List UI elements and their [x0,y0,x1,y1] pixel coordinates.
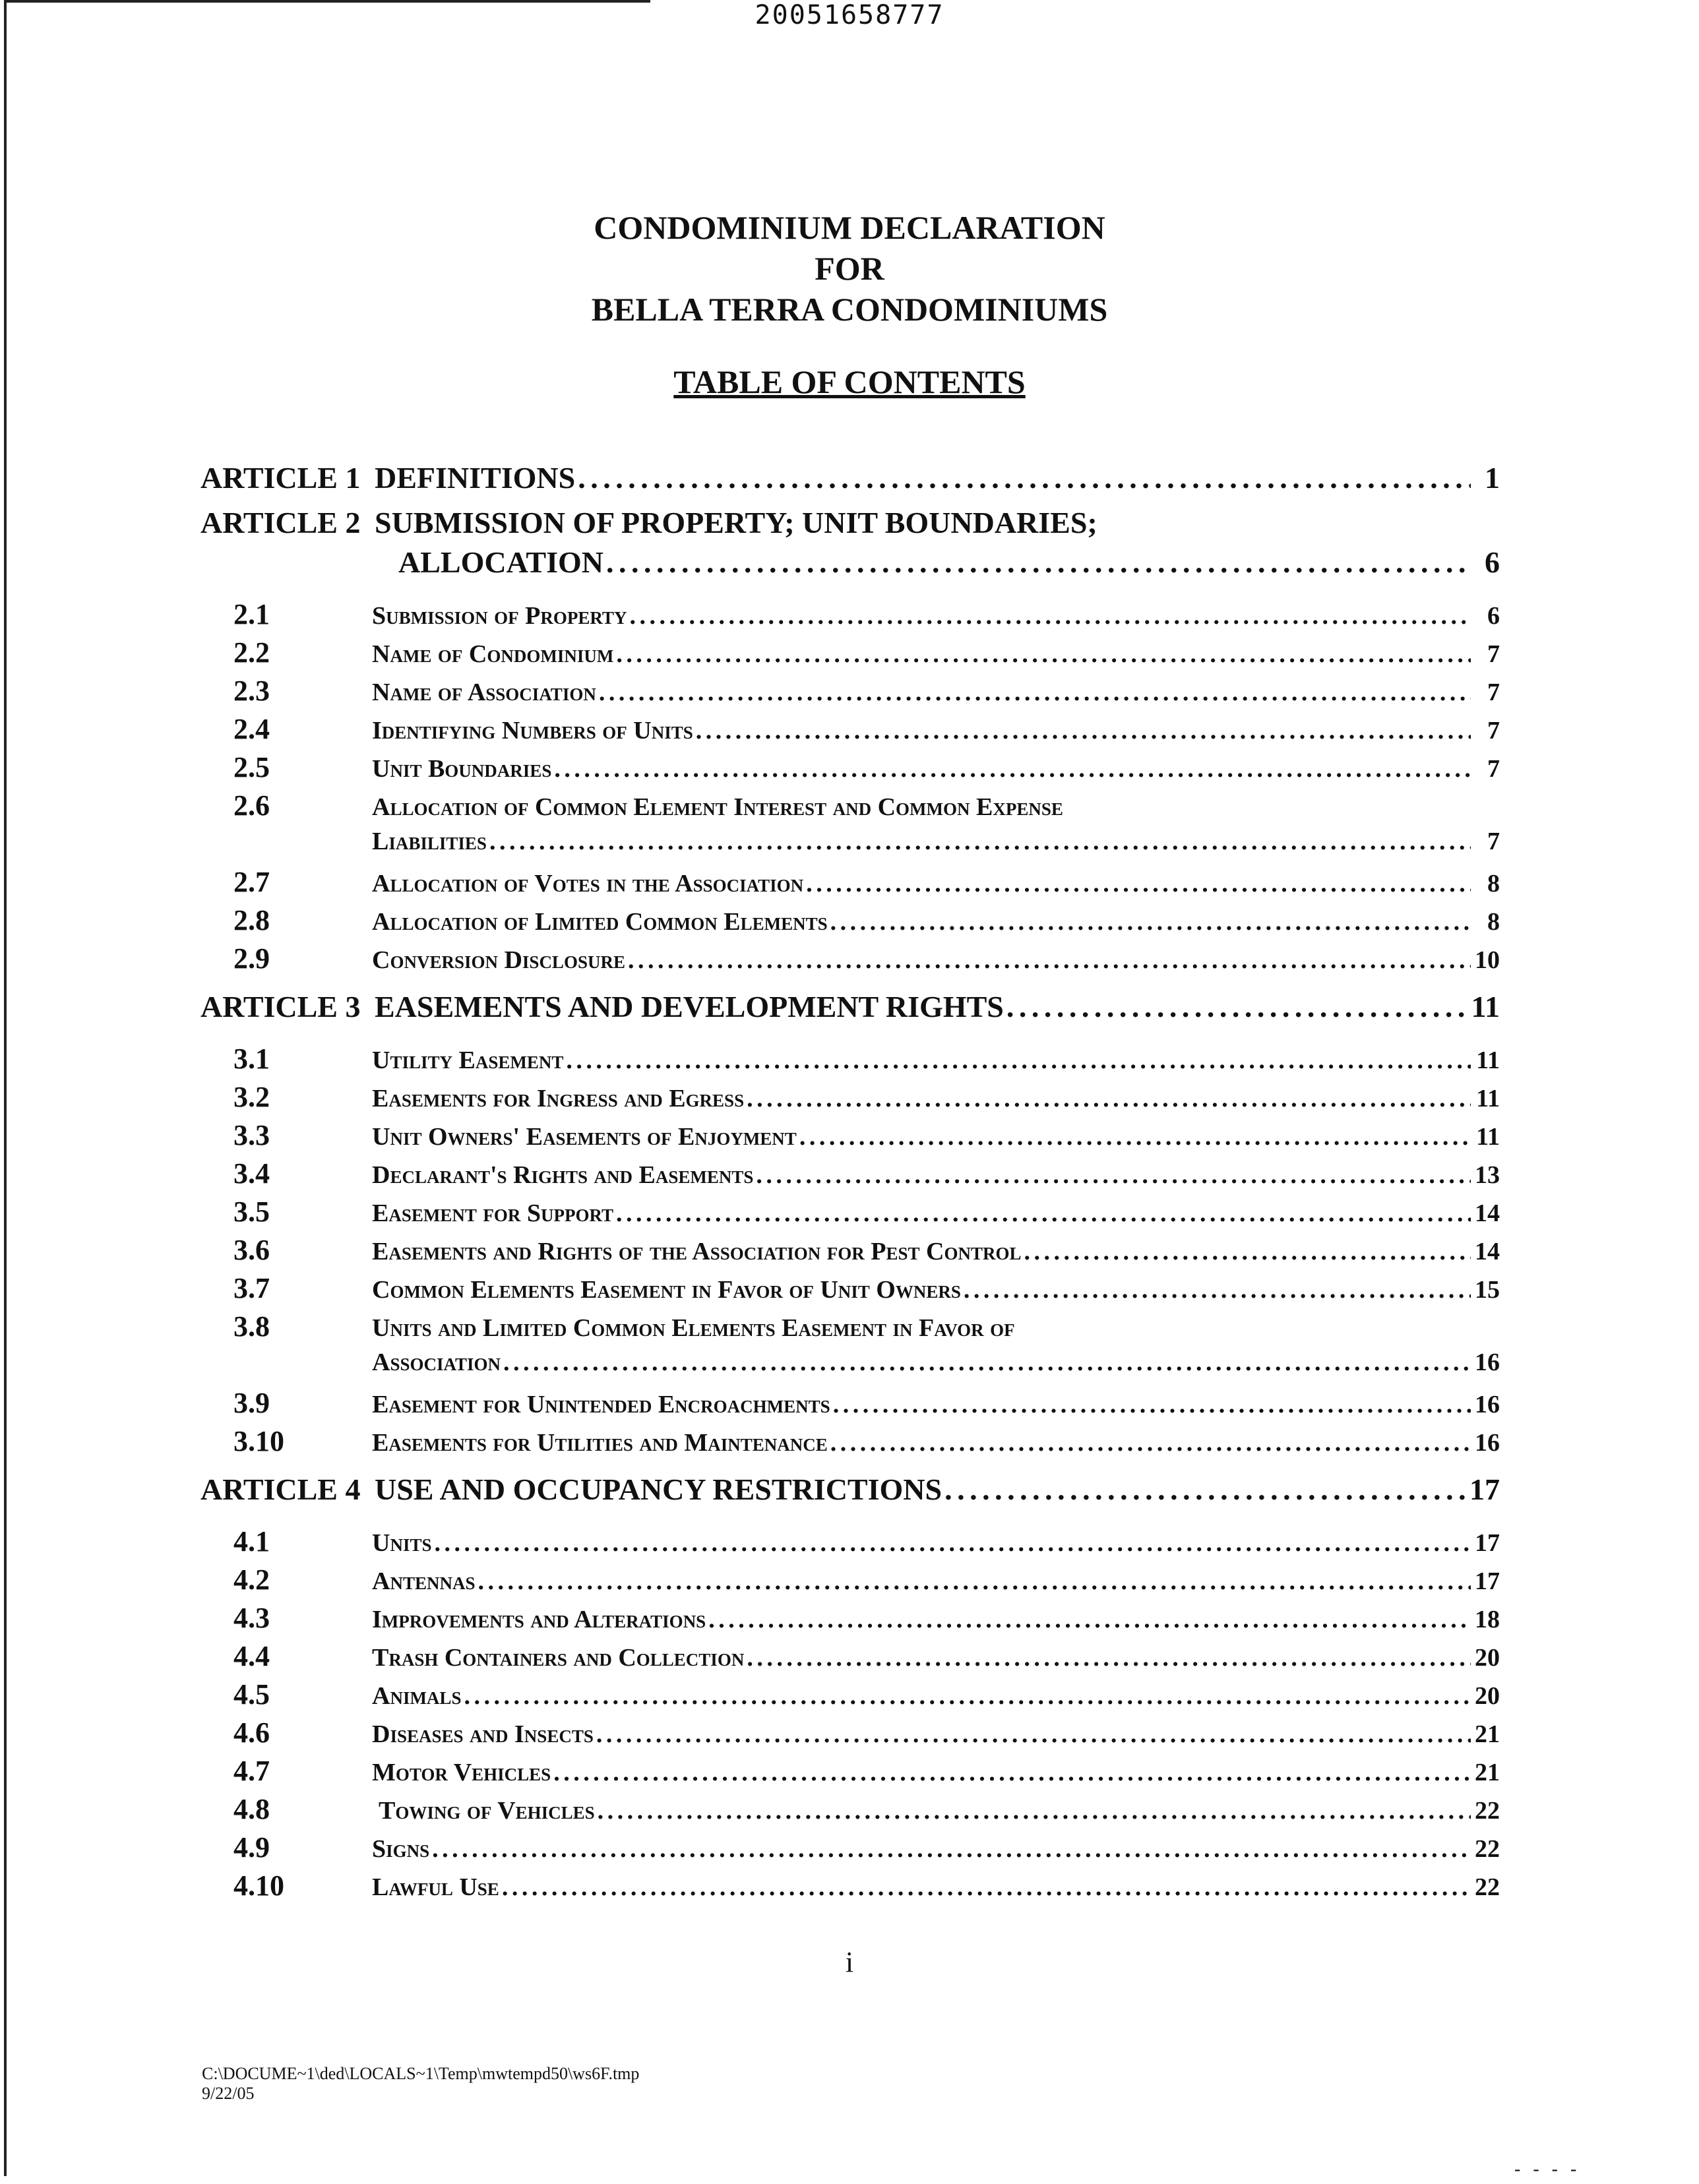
page-ref: 8 [1487,870,1500,897]
section-title: Diseases and Insects [372,1720,594,1748]
section-title: Antennas [372,1567,476,1595]
page-ref: 11 [1476,1085,1500,1112]
section-title: Name of Condominium [372,640,614,668]
page-ref: 16 [1475,1391,1500,1418]
page-ref: 16 [1475,1349,1500,1376]
toc-section [201,789,1500,827]
leader-dots [708,1605,1471,1634]
section-number: 2.4 [233,713,270,745]
toc-section-cont [201,1348,1500,1386]
section-title: Common Elements Easement in Favor of Unit Owners [372,1276,961,1304]
page-ref: 21 [1475,1759,1500,1786]
page-ref: 7 [1487,828,1500,855]
leader-dots [964,1275,1471,1304]
section-title: Easements for Ingress and Egress [372,1085,745,1112]
article-number: ARTICLE 2 [201,506,361,539]
toc-section [201,1869,1500,1907]
section-number: 4.3 [233,1602,270,1634]
toc-section [201,1386,1500,1424]
article-number: ARTICLE 4 [201,1472,361,1506]
toc-section [201,1678,1500,1716]
section-title: Unit Boundaries [372,755,552,783]
section-title: Conversion Disclosure [372,946,625,974]
section-title: Units and Limited Common Elements Easement in Favor of [372,1314,1015,1342]
leader-dots [464,1682,1471,1711]
leader-dots [1006,989,1469,1024]
toc-section [201,1792,1500,1831]
section-title: Animals [372,1682,462,1710]
toc-section [201,1639,1500,1678]
section-number: 4.2 [233,1563,270,1596]
leader-dots [598,1796,1471,1825]
page-ref: 18 [1475,1606,1500,1633]
page-ref: 13 [1475,1161,1500,1189]
section-title: Declarant's Rights and Easements [372,1161,754,1189]
scan-marks: - - - - [1514,2159,1581,2179]
section-number: 2.8 [233,904,270,936]
page-ref: 22 [1475,1873,1500,1901]
section-number: 4.9 [233,1831,270,1864]
section-number: 3.1 [233,1043,270,1075]
toc-section [201,1195,1500,1233]
toc-section [201,942,1500,980]
section-number: 2.9 [233,942,270,975]
toc-section [201,1271,1500,1310]
leader-dots [489,827,1471,856]
leader-dots [747,1643,1471,1672]
section-title: Name of Association [372,679,596,706]
document-id: 20051658777 [755,0,944,30]
section-number: 4.5 [233,1678,270,1711]
page-ref: 22 [1475,1835,1500,1863]
page-ref: 7 [1487,640,1500,668]
leader-dots [503,1348,1471,1377]
section-number: 3.7 [233,1272,270,1304]
leader-dots [628,946,1471,975]
page-ref: 6 [1487,602,1500,630]
section-title: Easement for Support [372,1199,614,1227]
section-title: Trash Containers and Collection [372,1644,745,1672]
section-number: 2.7 [233,866,270,898]
page-ref: 7 [1487,679,1500,706]
leader-dots [756,1161,1471,1190]
section-number: 3.4 [233,1157,270,1190]
page-ref: 1 [1485,461,1500,495]
toc-section [201,903,1500,942]
page-ref: 20 [1475,1682,1500,1710]
page-ref: 17 [1475,1529,1500,1557]
section-title: Utility Easement [372,1046,564,1074]
section-title: Easement for Unintended Encroachments [372,1391,830,1418]
leader-dots [696,716,1471,745]
section-number: 2.1 [233,598,270,630]
document-title [0,207,1699,330]
section-title: Easements for Utilities and Maintenance [372,1429,828,1457]
toc-section [201,1424,1500,1463]
page-ref: 7 [1487,717,1500,744]
leader-dots [606,545,1471,580]
section-title-cont: Liabilities [372,828,487,855]
leader-dots [432,1835,1471,1864]
section-title: Easements and Rights of the Association for Pest Control [372,1238,1022,1265]
toc-section [201,1080,1500,1118]
title-line: CONDOMINIUM DECLARATION [594,209,1105,246]
section-number: 3.5 [233,1196,270,1228]
footer-date: 9/22/05 [202,2084,255,2103]
section-number: 3.10 [233,1425,284,1457]
toc-section [201,1233,1500,1271]
section-title: Lawful Use [372,1873,499,1901]
toc-section [201,712,1500,750]
section-title: Units [372,1529,432,1557]
leader-dots [566,1046,1471,1075]
footer-path: C:\DOCUME~1\ded\LOCALS~1\Temp\mwtempd50\ws6F.tmp [202,2064,640,2083]
leader-dots [629,601,1471,630]
leader-dots [944,1472,1467,1507]
toc-article-2 [201,505,1500,545]
toc-section [201,1831,1500,1869]
page-number: i [845,1946,854,1978]
toc-article-1 [201,460,1500,500]
section-number: 3.8 [233,1310,270,1343]
footer [202,2064,639,2104]
article-title-cont: ALLOCATION [398,545,603,579]
article-title: EASEMENTS AND DEVELOPMENT RIGHTS [375,990,1004,1023]
leader-dots [799,1122,1471,1151]
leader-dots [806,869,1471,898]
table-of-contents [201,455,1500,1907]
leader-dots [434,1529,1471,1558]
toc-heading: TABLE OF CONTENTS [673,363,1026,400]
section-number: 2.5 [233,751,270,783]
leader-dots [1024,1237,1471,1266]
section-title: Motor Vehicles [372,1759,551,1786]
page-ref: 7 [1487,755,1500,783]
leader-dots [833,1390,1471,1419]
page-ref: 11 [1471,990,1500,1023]
page-ref: 15 [1475,1276,1500,1304]
toc-section [201,865,1500,903]
section-title: Submission of Property [372,602,627,630]
toc-section [201,1118,1500,1157]
section-title-cont: Association [372,1349,501,1376]
toc-article-4 [201,1472,1500,1511]
toc-section [201,597,1500,636]
page-ref: 20 [1475,1644,1500,1672]
title-line: BELLA TERRA CONDOMINIUMS [591,291,1108,328]
section-number: 2.2 [233,636,270,669]
article-number: ARTICLE 1 [201,461,361,495]
section-title: Improvements and Alterations [372,1606,706,1633]
title-line: FOR [815,250,884,287]
leader-dots [478,1567,1471,1596]
page-ref: 17 [1475,1567,1500,1595]
toc-section [201,636,1500,674]
toc-section-cont [201,827,1500,865]
section-number: 3.9 [233,1387,270,1419]
leader-dots [616,640,1471,669]
section-number: 4.7 [233,1755,270,1787]
toc-section [201,1601,1500,1639]
section-title: Identifying Numbers of Units [372,717,693,744]
leader-dots [830,1428,1471,1457]
toc-article-2-cont [201,545,1500,584]
page-ref: 21 [1475,1720,1500,1748]
page-ref: 14 [1475,1238,1500,1265]
leader-dots [616,1199,1471,1228]
leader-dots [553,1758,1471,1787]
section-title: Unit Owners' Easements of Enjoyment [372,1123,797,1151]
section-title: Allocation of Common Element Interest and Common Expense [372,793,1063,821]
page-ref: 10 [1475,946,1500,974]
page-ref: 22 [1475,1797,1500,1825]
page-ref: 11 [1476,1123,1500,1151]
article-title: USE AND OCCUPANCY RESTRICTIONS [375,1472,942,1506]
article-number: ARTICLE 3 [201,990,361,1023]
leader-dots [747,1084,1471,1113]
leader-dots [599,678,1471,707]
page-ref: 8 [1487,908,1500,936]
section-number: 4.4 [233,1640,270,1672]
toc-section [201,1716,1500,1754]
section-number: 4.1 [233,1525,270,1558]
section-number: 2.3 [233,675,270,707]
section-number: 2.6 [233,789,270,822]
leader-dots [578,460,1471,495]
leader-dots [596,1720,1471,1749]
section-number: 3.3 [233,1119,270,1151]
page-ref: 6 [1485,545,1500,579]
toc-section [201,1525,1500,1563]
toc-section [201,1563,1500,1601]
toc-section [201,1157,1500,1195]
toc-section [201,750,1500,789]
toc-section [201,1042,1500,1080]
leader-dots [554,754,1471,783]
toc-section [201,674,1500,712]
leader-dots [502,1873,1471,1902]
page-ref: 17 [1469,1472,1500,1506]
section-number: 4.10 [233,1869,284,1902]
section-number: 3.2 [233,1081,270,1113]
page-ref: 14 [1475,1199,1500,1227]
toc-section [201,1754,1500,1792]
section-title: Towing of Vehicles [379,1797,595,1825]
toc-article-3 [201,989,1500,1029]
section-title: Allocation of Limited Common Elements [372,908,828,936]
section-number: 4.6 [233,1716,270,1749]
page-ref: 16 [1475,1429,1500,1457]
toc-section [201,1310,1500,1348]
article-title: SUBMISSION OF PROPERTY; UNIT BOUNDARIES; [375,506,1097,539]
section-number: 4.8 [233,1793,270,1825]
section-title: Signs [372,1835,430,1863]
section-number: 3.6 [233,1234,270,1266]
page-ref: 11 [1476,1046,1500,1074]
leader-dots [830,907,1471,936]
section-title: Allocation of Votes in the Association [372,870,804,897]
article-title: DEFINITIONS [375,461,576,495]
